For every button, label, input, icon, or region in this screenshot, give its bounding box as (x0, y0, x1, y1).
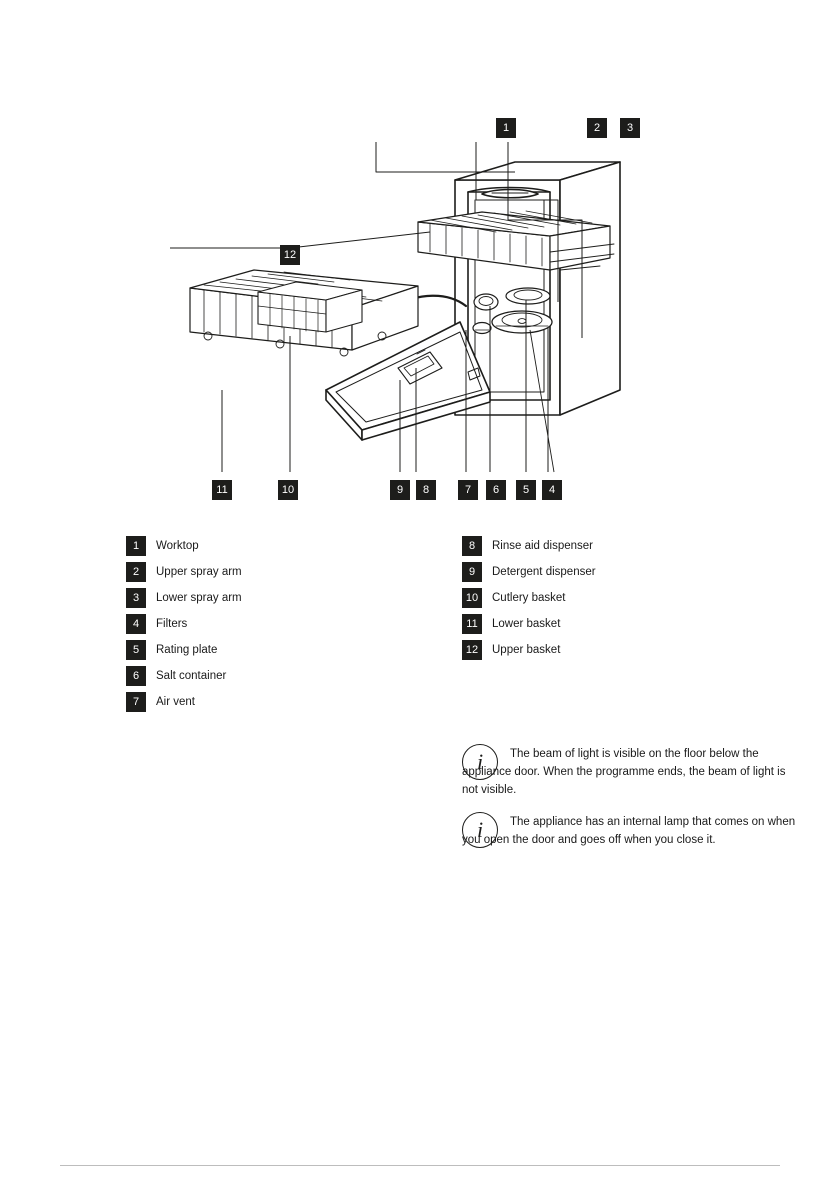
legend-item (462, 562, 792, 586)
legend-label: Cutlery basket (492, 592, 566, 604)
legend-number: 4 (126, 614, 146, 634)
note-text: The appliance has an internal lamp that comes on when you open the door and goes off when you close it. (462, 816, 796, 846)
legend-label: Filters (156, 618, 188, 630)
info-icon (462, 812, 498, 848)
callout-9: 9 (390, 480, 410, 500)
lower-spray-arm (492, 311, 552, 333)
note-item (462, 744, 802, 798)
legend-label: Rating plate (156, 644, 218, 656)
legend-column-left (126, 536, 456, 718)
legend-number: 8 (462, 536, 482, 556)
page-footer (0, 1165, 840, 1166)
legend-item (126, 614, 456, 638)
callout-6: 6 (486, 480, 506, 500)
legend-column-right (462, 536, 792, 666)
legend-number: 2 (126, 562, 146, 582)
legend-number: 3 (126, 588, 146, 608)
figure-legend (0, 536, 840, 716)
cutlery-basket (258, 282, 362, 332)
legend-number: 7 (126, 692, 146, 712)
callout-2: 2 (587, 118, 607, 138)
legend-label: Upper spray arm (156, 566, 242, 578)
legend-label: Lower basket (492, 618, 561, 630)
legend-number: 9 (462, 562, 482, 582)
legend-label: Air vent (156, 696, 195, 708)
legend-label: Salt container (156, 670, 227, 682)
legend-item (126, 562, 456, 586)
legend-item (126, 666, 456, 690)
upper-spray-arm (482, 190, 538, 198)
callout-5: 5 (516, 480, 536, 500)
legend-number: 5 (126, 640, 146, 660)
callout-7: 7 (458, 480, 478, 500)
callout-1: 1 (496, 118, 516, 138)
legend-item (462, 614, 792, 638)
filters (473, 323, 491, 334)
callout-10: 10 (278, 480, 298, 500)
legend-label: Detergent dispenser (492, 566, 596, 578)
salt-container (474, 294, 498, 310)
legend-number: 1 (126, 536, 146, 556)
legend-item (462, 640, 792, 664)
legend-label: Lower spray arm (156, 592, 242, 604)
legend-label: Rinse aid dispenser (492, 540, 594, 552)
legend-item (462, 588, 792, 612)
legend-item (126, 536, 456, 560)
notes-section (462, 744, 802, 872)
legend-item (126, 588, 456, 612)
legend-item (126, 692, 456, 716)
callout-12: 12 (280, 245, 300, 265)
rinse-aid-dispenser (506, 288, 550, 304)
callout-3: 3 (620, 118, 640, 138)
legend-item (462, 536, 792, 560)
note-text: The beam of light is visible on the floor below the appliance door. When the programme ends, the beam of light is not visible. (462, 748, 786, 796)
legend-item (126, 640, 456, 664)
legend-number: 11 (462, 614, 482, 634)
footer-divider (60, 1165, 780, 1166)
legend-label: Worktop (156, 540, 199, 552)
legend-number: 10 (462, 588, 482, 608)
legend-number: 12 (462, 640, 482, 660)
callout-4: 4 (542, 480, 562, 500)
dishwasher-diagram (130, 100, 730, 520)
callout-8: 8 (416, 480, 436, 500)
callout-11: 11 (212, 480, 232, 500)
note-item (462, 812, 802, 858)
legend-number: 6 (126, 666, 146, 686)
info-icon (462, 744, 498, 780)
legend-label: Upper basket (492, 644, 561, 656)
